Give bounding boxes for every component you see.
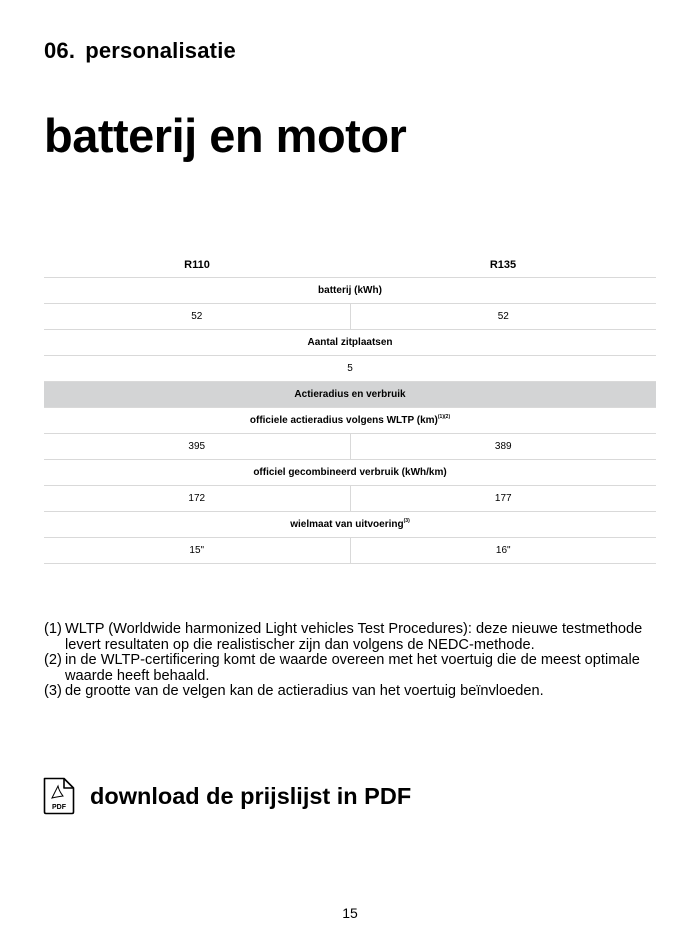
table-cell: 172 (44, 486, 350, 512)
group-heading (44, 382, 656, 408)
footnote (44, 653, 664, 684)
page-title: batterij en motor (44, 109, 407, 162)
download-pdf-link[interactable] (42, 776, 411, 816)
footnote (44, 684, 664, 700)
table-cell: 395 (44, 434, 350, 460)
table-label-row (44, 330, 656, 356)
row-label (44, 278, 656, 304)
cell-text: batterij (kWh) (318, 285, 382, 296)
column-header: R135 (350, 252, 656, 278)
table-cell: 177 (350, 486, 656, 512)
footnotes (44, 622, 664, 700)
row-label (44, 408, 656, 434)
footnote (44, 622, 664, 653)
column-header: R110 (44, 252, 350, 278)
table-row (44, 486, 656, 512)
table-cell: 52 (44, 304, 350, 330)
pdf-icon-label: PDF (52, 804, 66, 811)
table-header-row (44, 252, 656, 278)
table-group-row (44, 382, 656, 408)
table-cell: 16" (350, 538, 656, 564)
footnote-text: in de WLTP-certificering komt de waarde overeen met het voertuig die de meest optimale waarde heeft behaald. (65, 652, 640, 684)
footnote-reference: (1)(2) (437, 414, 451, 420)
table-cell: 52 (350, 304, 656, 330)
footnote-text: WLTP (Worldwide harmonized Light vehicles Test Procedures): deze nieuwe testmethode levert resultaten op die realistischer zijn dan volgens de NEDC-methode. (65, 621, 643, 653)
page-number: 15 (342, 905, 358, 921)
section-heading (44, 38, 236, 64)
row-label (44, 512, 656, 538)
section-title: personalisatie (85, 38, 236, 63)
table-row (44, 434, 656, 460)
section-number: 06. (44, 38, 76, 63)
cell-text: Actieradius en verbruik (294, 389, 406, 400)
pdf-file-icon (42, 776, 76, 816)
table-label-row (44, 408, 656, 434)
footnote-marker: (2) (44, 652, 62, 668)
cell-text: wielmaat van uitvoering (290, 519, 404, 530)
table-row (44, 538, 656, 564)
row-label (44, 460, 656, 486)
cell-text: Aantal zitplaatsen (307, 337, 393, 348)
table-cell: 389 (350, 434, 656, 460)
table-cell (44, 356, 656, 382)
cell-text: officiel gecombineerd verbruik (kWh/km) (253, 467, 447, 478)
cell-text: officiele actieradius volgens WLTP (km) (249, 415, 438, 426)
spec-table (44, 252, 656, 564)
footnote-text: de grootte van de velgen kan de actieradius van het voertuig beïnvloeden. (65, 683, 544, 699)
row-label (44, 330, 656, 356)
table-label-row (44, 512, 656, 538)
download-label: download de prijslijst in PDF (90, 782, 412, 809)
table-label-row (44, 278, 656, 304)
footnote-reference: (3) (403, 518, 410, 524)
cell-text: 5 (347, 363, 353, 374)
footnote-marker: (3) (44, 683, 62, 699)
table-cell: 15" (44, 538, 350, 564)
footnote-marker: (1) (44, 621, 62, 637)
table-label-row (44, 460, 656, 486)
table-row (44, 304, 656, 330)
table-row (44, 356, 656, 382)
